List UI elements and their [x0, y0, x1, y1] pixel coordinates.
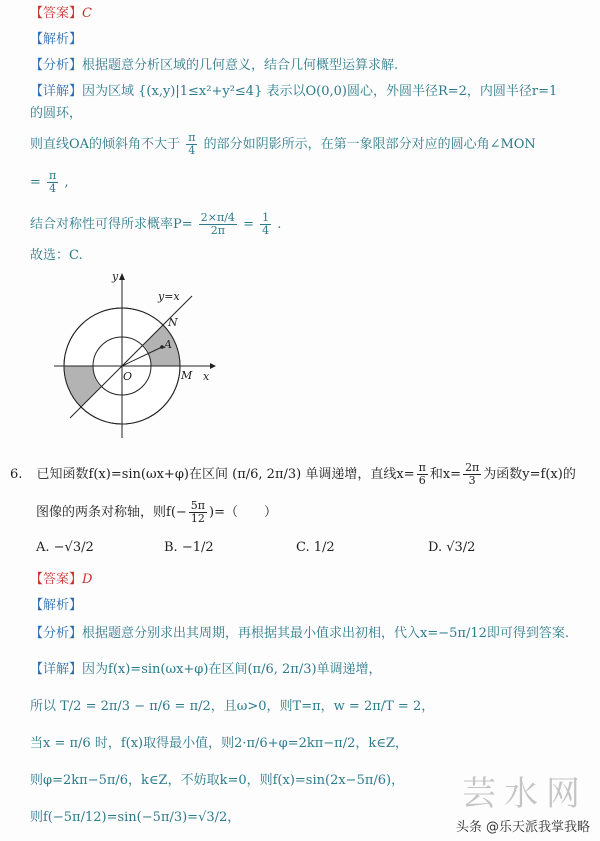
frac-den: 4	[262, 224, 270, 237]
q6-detail-text-1: 因为f(x)=sin(ωx+φ)在区间(π/6, 2π/3)单调递增，	[82, 662, 382, 677]
q6-detail-line-5: 则f(−5π/12)=sin(−5π/3)=√3/2，	[30, 810, 241, 825]
q6-xiangjie-tag: 【详解】	[30, 662, 83, 677]
q6-answer-value: D	[82, 572, 93, 587]
fraction-prob	[199, 212, 237, 237]
frac-num: 5π	[190, 499, 206, 512]
detail-text-4a: =	[30, 175, 41, 190]
detail-line-2: 的圆环，	[30, 106, 83, 121]
q6-option-a[interactable]: A. −√3/2	[36, 540, 94, 555]
detail-line-3	[30, 132, 536, 157]
detail-text-3b: 的部分如阴影所示，在第一象限部分对应的圆心角∠MON	[203, 137, 536, 152]
q6-fenxi-text: 根据题意分别求出其周期，再根据其最小值求出初相，代入x=−5π/12即可得到答案.	[82, 626, 570, 641]
fraction-pi-4	[186, 132, 197, 157]
watermark-logo: 芸水网	[462, 774, 588, 814]
detail-text-3a: 则直线OA的倾斜角不大于	[30, 137, 181, 152]
frac-den: 6	[418, 474, 426, 487]
label-O: O	[123, 370, 133, 383]
q6-option-b[interactable]: B. −1/2	[164, 540, 214, 555]
q6-option-d[interactable]: D. √3/2	[428, 540, 476, 555]
q6-detail-line-4: 则φ=2kπ−5π/6，k∈Z，不妨取k=0，则f(x)=sin(2x−5π/6)，	[30, 773, 405, 788]
q6-stem-1d: 为函数y=f(x)的	[483, 467, 576, 482]
q6-interval: (π/6, 2π/3)	[232, 467, 302, 482]
label-x: x	[203, 370, 210, 383]
xiangjie-tag: 【详解】	[30, 84, 83, 99]
q6-detail-line-2: 所以 T/2 = 2π/3 − π/6 = π/2，且ω>0，则T=π，w = 2π/T = 2，	[30, 699, 435, 714]
fenxi-line	[30, 56, 398, 76]
q6-stem-1a: 已知函数f(x)=sin(ωx+φ)在区间	[36, 467, 228, 482]
q6-stem-2a: 图像的两条对称轴，则f	[36, 505, 171, 520]
frac-num: π	[188, 131, 196, 144]
frac-den: 4	[188, 144, 196, 157]
q6-frac-2pi-3	[463, 462, 481, 487]
q6-answer-line	[30, 570, 92, 590]
fenxi-tag: 【分析】	[30, 58, 83, 73]
x-axis-arrow	[210, 363, 216, 369]
fraction-pi-4b	[47, 170, 58, 195]
q6-detail-line-1	[30, 660, 382, 680]
analysis-tag: 【解析】	[30, 32, 83, 47]
frac-num: 1	[262, 211, 270, 224]
q6-frac-pi-6	[417, 462, 428, 487]
q6-stem-line-1	[10, 462, 576, 487]
q6-fenxi-tag: 【分析】	[30, 626, 83, 641]
q6-option-c[interactable]: C. 1/2	[296, 540, 335, 555]
frac-num: π	[49, 169, 57, 182]
q6-stem-1b: 单调递增，直线x=	[305, 467, 415, 482]
frac-num: π	[418, 461, 426, 474]
q6-analysis-tag: 【解析】	[30, 598, 83, 613]
label-line: y=x	[158, 290, 180, 303]
detail-text-1: 因为区域 {(x,y)|1≤x²+y²≤4} 表示以O(0,0)圆心，外圆半径R=2，内圆半径r=1	[82, 84, 558, 99]
fenxi-text: 根据题意分析区域的几何意义，结合几何概型运算求解.	[82, 58, 399, 73]
frac-num: 2×π/4	[200, 211, 235, 224]
q6-fenxi-line	[30, 624, 569, 644]
q6-stem-1c: 和x=	[429, 467, 462, 482]
probability-line	[30, 212, 281, 237]
frac-num: 2π	[465, 461, 480, 474]
label-A: A	[164, 338, 172, 351]
q6-frac-5pi-12	[189, 500, 207, 525]
q6-stem-2b: =（ ）	[214, 505, 277, 520]
fraction-one-quarter	[260, 212, 271, 237]
conclusion-line: 故选：C.	[30, 248, 83, 263]
label-M: M	[181, 369, 193, 382]
answer-tag: 【答案】	[30, 6, 83, 21]
frac-den: 4	[49, 182, 57, 195]
q6-stem-line-2: 图像的两条对称轴，则f(− $\frac{5\pi}{12}$ )=（ ）	[36, 499, 277, 525]
q6-detail-line-3: 当x = π/6 时，f(x)取得最小值，则2·π/6+φ=2kπ−π/2，k∈Z，	[30, 736, 408, 751]
label-y: y	[112, 270, 119, 283]
y-axis-arrow	[119, 273, 125, 280]
q6-answer-tag: 【答案】	[30, 572, 83, 587]
frac-den: 12	[190, 512, 205, 525]
detail-line-4	[30, 170, 69, 195]
watermark-credit: 头条 @乐天派我掌我略	[455, 820, 590, 835]
frac-den: 2π	[210, 224, 225, 237]
q6-number: 6.	[10, 467, 23, 482]
prob-text-b: =	[243, 217, 254, 232]
label-N: N	[168, 316, 178, 329]
detail-line-1	[30, 82, 557, 102]
annulus-figure	[50, 268, 240, 443]
prob-text-c: .	[277, 217, 282, 232]
answer-line	[30, 4, 92, 24]
prob-text-a: 结合对称性可得所求概率P=	[30, 217, 193, 232]
answer-value: C	[82, 6, 92, 21]
detail-text-4b: ,	[64, 175, 69, 190]
frac-den: 3	[468, 474, 476, 487]
